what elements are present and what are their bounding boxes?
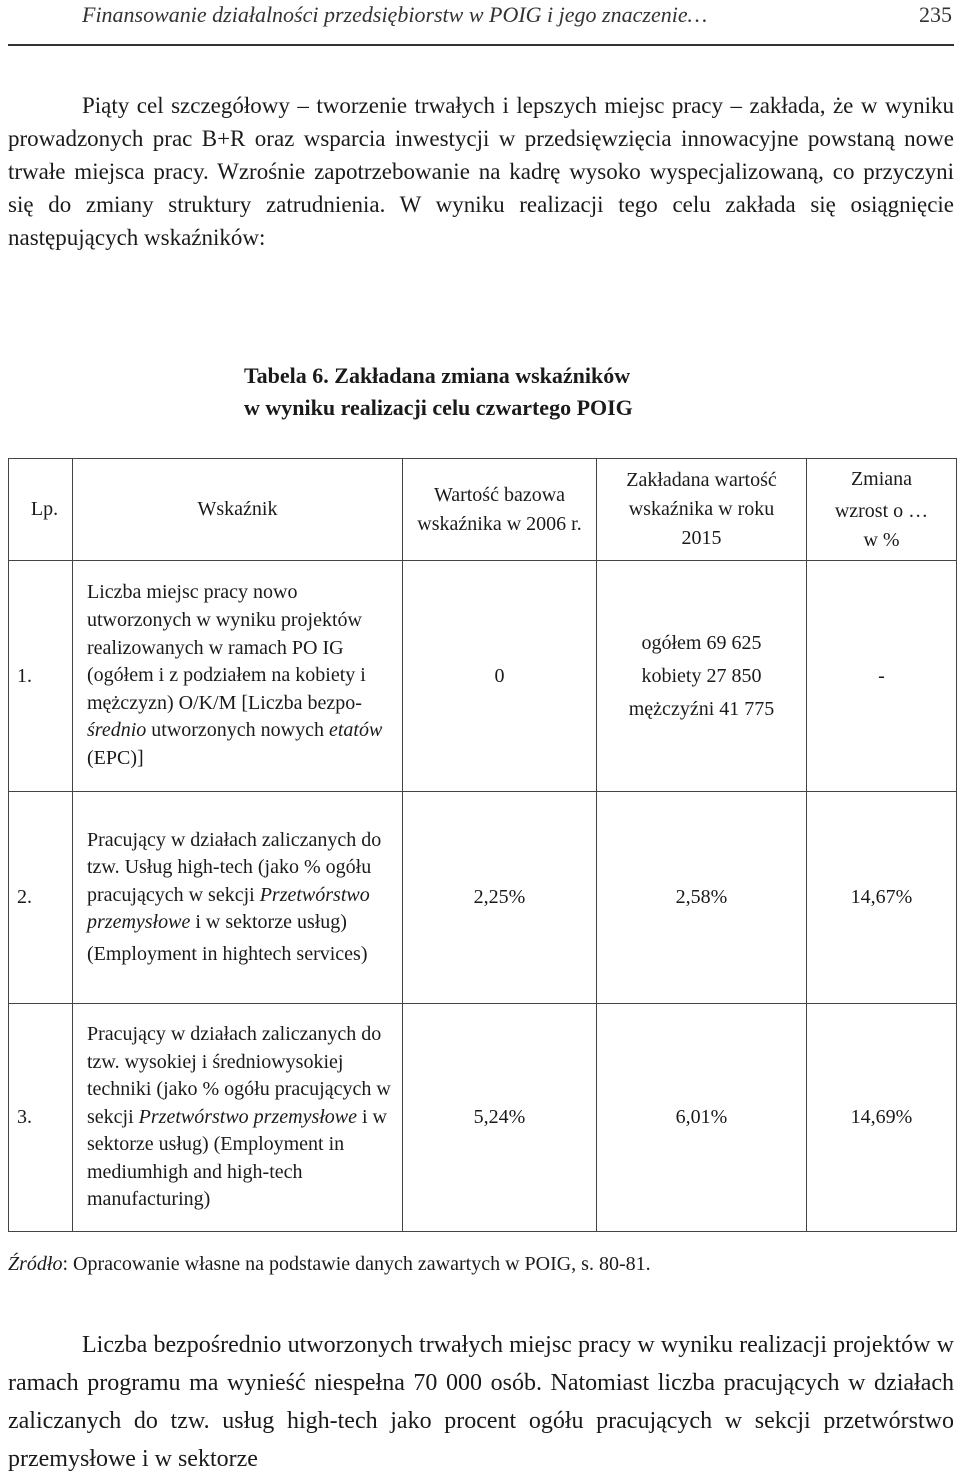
row-2-indicator-a: Pracujący w działach zaliczanych do tzw. Usług high-tech (jako % ogółu pracujących w sekcji	[87, 828, 382, 906]
row-2-target: 2,58%	[597, 792, 807, 1004]
closing-paragraph: Liczba bezpośrednio utworzonych trwałych miejsc pracy w wyniku realizacji projektów w ramach programu ma wynieść niespełna 70 000 osób. Natomiast liczba pracujących w działach zaliczanych do tzw. usług high-tech jako procent ogółu pracujących w sekcji przetwórstwo przemysłowe i w sektorze	[8, 1332, 954, 1472]
row-3-lp: 3.	[9, 1004, 73, 1232]
header-base-value-text: Wartość bazowa wskaźnika w 2006 r.	[417, 483, 582, 535]
header-target-value	[597, 459, 807, 561]
source-text: : Opracowanie własne na podstawie danych zawartych w POIG, s. 80-81.	[62, 1253, 651, 1275]
row-3-base: 5,24%	[403, 1004, 597, 1232]
row-2-lp: 2.	[9, 792, 73, 1004]
table-row	[9, 561, 957, 792]
indicators-table	[8, 458, 957, 1232]
table-source-note	[8, 1253, 651, 1276]
table-caption	[244, 360, 804, 424]
row-1-indicator-a: Liczba miejsc pracy nowo utworzonych w wyniku projektów realizowanych w ramach PO IG (ogółem i z podziałem na kobiety i mężczyzn) O/K/M [Liczba bezpo-	[87, 581, 366, 714]
row-2-indicator-b: Przetwórstwo przemysłowe	[87, 883, 370, 934]
row-2-base: 2,25%	[403, 792, 597, 1004]
row-3-change: 14,69%	[807, 1004, 957, 1232]
table-caption-line-2: w wyniku realizacji celu czwartego POIG	[244, 395, 633, 420]
header-change-line-3: w %	[863, 528, 900, 551]
row-2-indicator	[73, 792, 403, 1004]
row-1-target-women: kobiety 27 850	[641, 664, 762, 687]
row-1-target-men: mężczyźni 41 775	[628, 697, 775, 720]
header-base-value	[403, 459, 597, 561]
header-change-line-1: Zmiana	[850, 467, 913, 490]
row-2-change: 14,67%	[807, 792, 957, 1004]
row-1-indicator-d: etatów	[329, 719, 383, 742]
row-1-base: 0	[403, 561, 597, 792]
row-2-indicator-c: i w sektorze usług)	[190, 911, 347, 934]
table-row	[9, 792, 957, 1004]
table-caption-line-1: Tabela 6. Zakładana zmiana wskaźników	[244, 363, 631, 388]
row-1-indicator-c: utworzonych nowych	[146, 719, 329, 742]
page-header	[8, 0, 954, 46]
row-1-indicator-b: średnio	[87, 719, 147, 742]
source-label: Źródło	[8, 1253, 63, 1275]
header-change	[807, 459, 957, 561]
row-1-indicator	[73, 561, 403, 792]
header-indicator: Wskaźnik	[73, 459, 403, 561]
row-1-target-total: ogółem 69 625	[641, 631, 762, 654]
row-3-indicator	[73, 1004, 403, 1232]
row-3-indicator-b: Przetwórstwo przemysłowe	[138, 1105, 357, 1128]
table-row	[9, 1004, 957, 1232]
row-3-indicator-c: i w sektorze usług) (Employment in mediumhigh and high-tech manufacturing)	[87, 1105, 387, 1211]
running-title: Finansowanie działalności przedsiębiorstw w POIG i jego znaczenie…	[82, 2, 708, 27]
row-3-target: 6,01%	[597, 1004, 807, 1232]
row-1-indicator-e: (EPC)]	[87, 746, 144, 769]
page-number: 235	[919, 2, 952, 27]
row-1-change: -	[807, 561, 957, 792]
row-1-lp: 1.	[9, 561, 73, 792]
row-2-indicator-d: (Employment in hightech services)	[87, 942, 368, 965]
row-1-target	[597, 561, 807, 792]
header-target-value-text: Zakładana wartość wskaźnika w roku 2015	[626, 469, 777, 549]
header-lp: Lp.	[9, 459, 73, 561]
table-header-row	[9, 459, 957, 561]
intro-paragraph: Piąty cel szczegółowy – tworzenie trwałych i lepszych miejsc pracy – zakłada, że w wyniku prowadzonych prac B+R oraz wsparcia inwestycji w przedsięwzięcia innowacyjne powstaną nowe trwałe miejsca pracy. Wzrośnie zapotrzebowanie na kadrę wysoko wyspecjalizowaną, co przyczyni się do zmiany struktury zatrudnienia. W wyniku realizacji tego celu zakłada się osiągnięcie następujących wskaźników:	[8, 93, 954, 250]
row-3-indicator-a: Pracujący w działach zaliczanych do tzw. wysokiej i średniowysokiej techniki (jako % ogółu pracujących w sekcji	[87, 1022, 391, 1128]
header-change-line-2: wzrost o …	[834, 499, 929, 522]
